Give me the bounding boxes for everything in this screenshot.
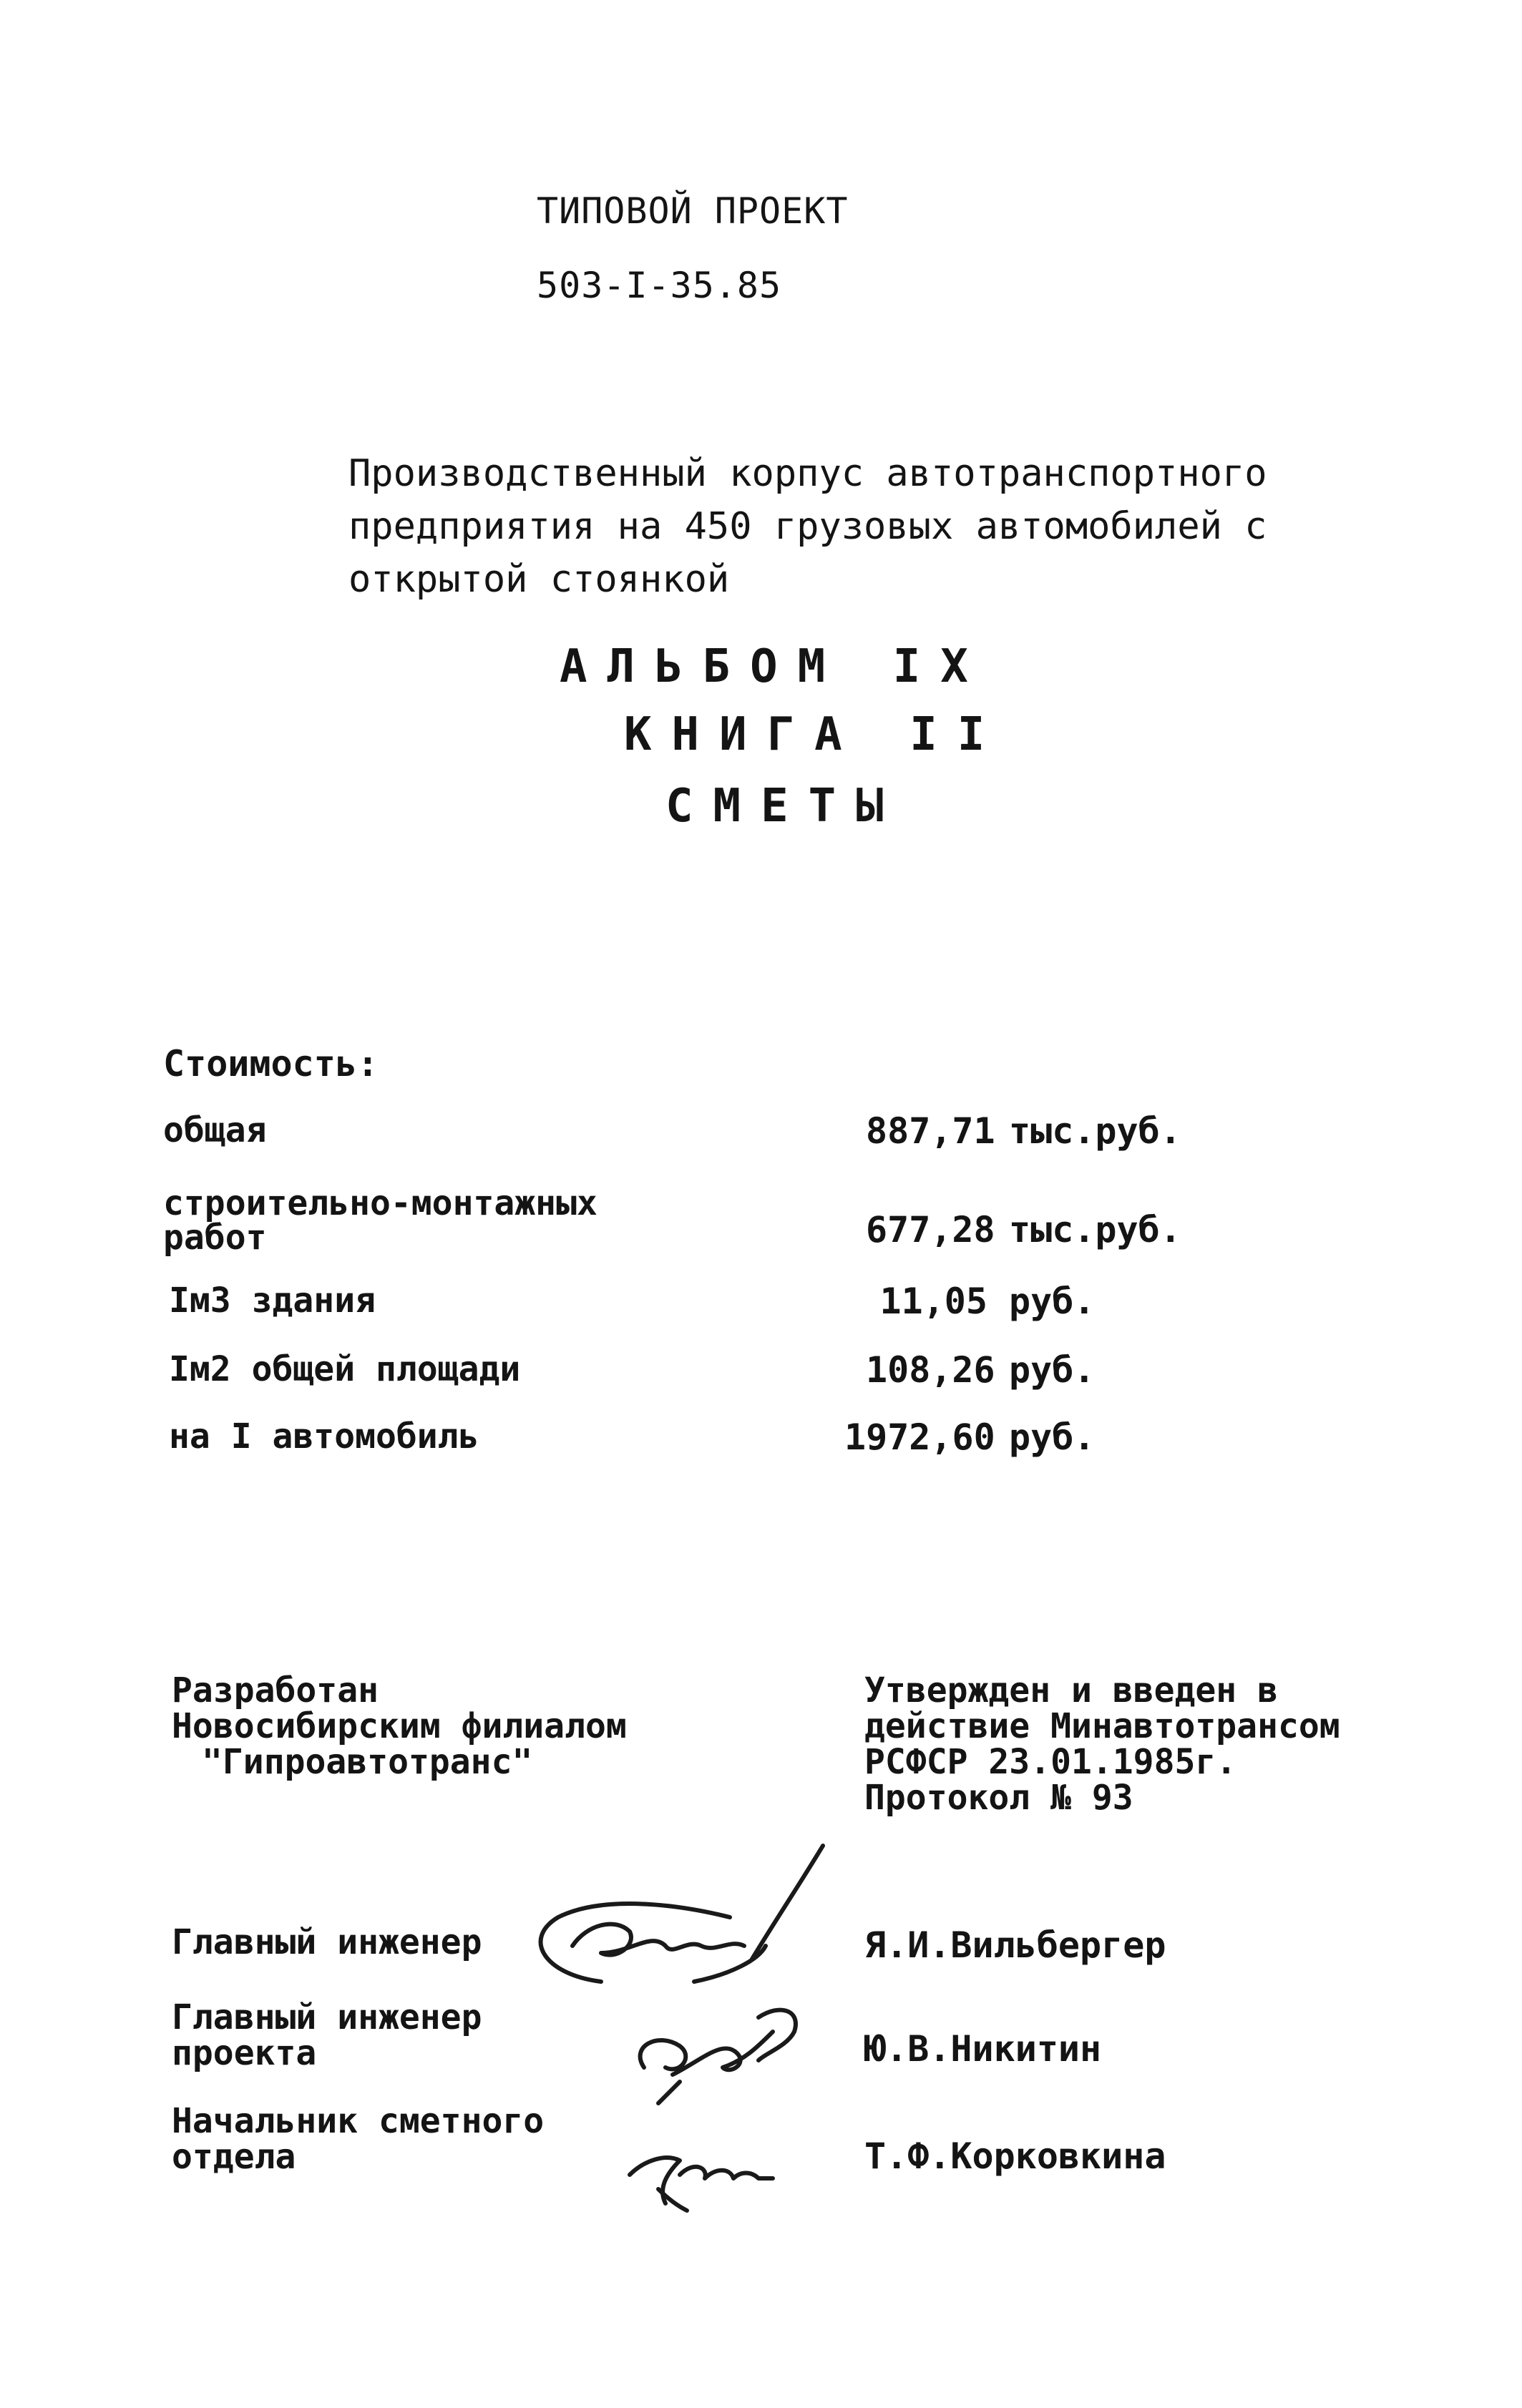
project-number: 503-I-35.85 xyxy=(537,265,782,306)
signature-2-scribble xyxy=(615,1989,844,2110)
approval-block xyxy=(864,1670,1340,1818)
cost-value-total: 887,71 xyxy=(866,1110,995,1152)
signatory-name-2: Ю.В.Никитин xyxy=(864,2028,1102,2070)
signature-1-scribble xyxy=(515,1839,859,2003)
cost-unit-per-m2: руб. xyxy=(1009,1349,1096,1391)
developed-line-2: Новосибирским филиалом xyxy=(172,1706,627,1746)
cost-unit-per-m3: руб. xyxy=(1009,1281,1096,1322)
signatory-title-2-line-1: Главный инженер xyxy=(172,1997,482,2037)
album-title: АЛЬБОМ IX xyxy=(560,640,988,693)
developed-line-1: Разработан xyxy=(172,1670,379,1710)
signatory-title-1-line: Главный инженер xyxy=(172,1922,482,1962)
approval-line-1: Утвержден и введен в xyxy=(864,1670,1278,1710)
cost-value-per-vehicle: 1972,60 xyxy=(844,1416,995,1458)
cost-label-per-vehicle: на I автомобиль xyxy=(169,1416,479,1457)
cost-label-construction: строительно-монтажных работ xyxy=(163,1183,597,1258)
approval-line-2: действие Минавтотрансом xyxy=(864,1706,1340,1746)
developed-by-block xyxy=(172,1670,627,1782)
signatory-name-1: Я.И.Вильбергер xyxy=(864,1924,1166,1966)
signatory-title-2 xyxy=(172,1997,482,2073)
book-title: КНИГА II xyxy=(624,708,1005,761)
cost-label-per-m3: Iм3 здания xyxy=(169,1281,376,1321)
cost-unit-construction: тыс.руб. xyxy=(1009,1209,1181,1251)
cost-value-construction: 677,28 xyxy=(866,1209,995,1251)
estimates-title: СМЕТЫ xyxy=(665,780,904,833)
approval-line-4: Протокол № 93 xyxy=(864,1778,1133,1818)
developed-line-3: "Гипроавтотранс" xyxy=(202,1742,533,1782)
signatory-title-3-line-2: отдела xyxy=(172,2137,296,2177)
approval-line-3: РСФСР 23.01.1985г. xyxy=(864,1742,1237,1782)
cost-heading: Стоимость: xyxy=(163,1043,379,1085)
cost-unit-total: тыс.руб. xyxy=(1009,1110,1181,1152)
signature-3-scribble xyxy=(615,2132,787,2218)
project-description: Производственный корпус автотранспортного предприятия на 450 грузовых автомобилей с открытой стоянкой xyxy=(348,452,1267,601)
signatory-title-1 xyxy=(172,1924,482,1960)
signatory-name-3: Т.Ф.Корковкина xyxy=(864,2135,1166,2177)
cost-value-per-m3: 11,05 xyxy=(879,1281,987,1322)
document-type: ТИПОВОЙ ПРОЕКТ xyxy=(537,190,849,232)
cost-label-per-m2: Iм2 общей площади xyxy=(169,1349,521,1389)
signatory-title-2-line-2: проекта xyxy=(172,2033,317,2073)
cost-unit-per-vehicle: руб. xyxy=(1009,1416,1096,1458)
signatory-title-3 xyxy=(172,2103,544,2175)
signatory-title-3-line-1: Начальник сметного xyxy=(172,2101,545,2141)
cost-label-total: общая xyxy=(163,1110,267,1150)
cost-value-per-m2: 108,26 xyxy=(866,1349,995,1391)
